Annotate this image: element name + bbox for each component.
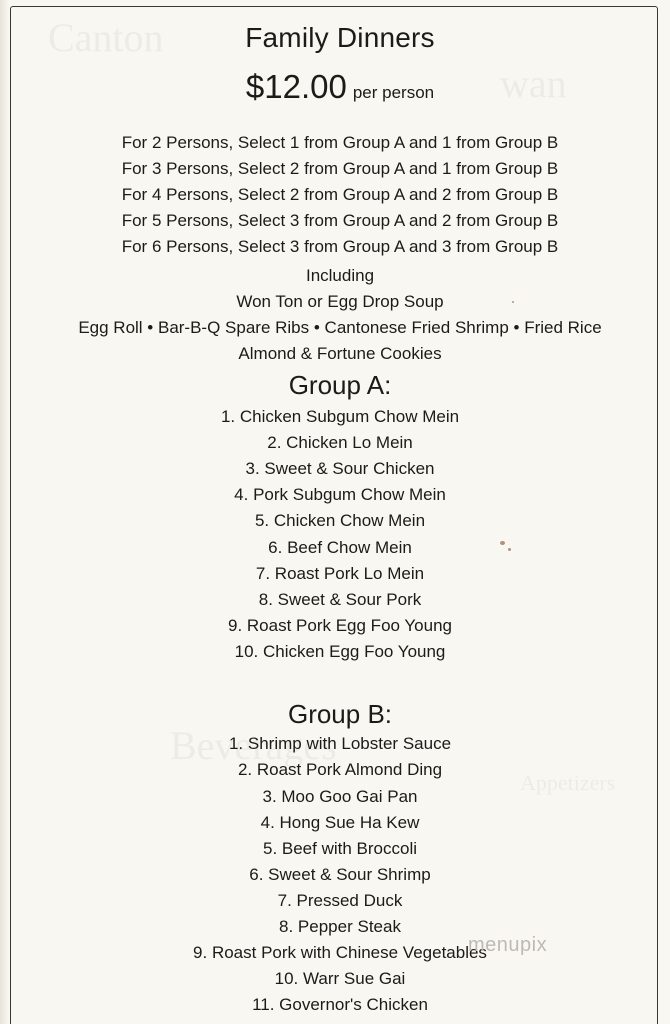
group-b-item: 5. Beef with Broccoli: [262, 839, 417, 858]
selection-rule: For 2 Persons, Select 1 from Group A and 1 from Group B: [121, 133, 559, 152]
including-dessert: Almond & Fortune Cookies: [238, 344, 442, 363]
selection-rule: For 3 Persons, Select 2 from Group A and 1 from Group B: [121, 159, 559, 178]
including-extras: Egg Roll • Bar-B-Q Spare Ribs • Cantonese Fried Shrimp • Fried Rice: [78, 318, 602, 337]
group-b-item: 1. Shrimp with Lobster Sauce: [228, 734, 452, 753]
group-b-item: 4. Hong Sue Ha Kew: [260, 813, 420, 832]
group-a-item: 4. Pork Subgum Chow Mein: [234, 485, 446, 504]
selection-rule: For 4 Persons, Select 2 from Group A and 2 from Group B: [121, 185, 559, 204]
group-a-item: 8. Sweet & Sour Pork: [258, 590, 422, 609]
group-b-item: 10. Warr Sue Gai: [274, 969, 406, 988]
including-soup: Won Ton or Egg Drop Soup: [236, 292, 444, 311]
including-heading: Including: [305, 266, 375, 285]
selection-rule: For 5 Persons, Select 3 from Group A and 2 from Group B: [121, 211, 559, 230]
group-a-heading: Group A:: [288, 370, 392, 400]
group-b-item: 11. Governor's Chicken: [252, 995, 428, 1014]
group-a-item: 6. Beef Chow Mein: [268, 538, 412, 557]
group-b-item: 3. Moo Goo Gai Pan: [262, 787, 418, 806]
group-a-item: 2. Chicken Lo Mein: [267, 433, 413, 452]
group-a-item: 1. Chicken Subgum Chow Mein: [220, 407, 460, 426]
price-unit: per person: [352, 83, 435, 102]
group-a-item: 10. Chicken Egg Foo Young: [234, 642, 446, 661]
group-a-item: 5. Chicken Chow Mein: [254, 511, 426, 530]
group-b-heading: Group B:: [287, 699, 393, 729]
price-line: [0, 64, 670, 117]
selection-rule: For 6 Persons, Select 3 from Group A and 3 from Group B: [121, 237, 559, 256]
page-title: Family Dinners: [245, 22, 435, 53]
group-b-item: 7. Pressed Duck: [277, 891, 403, 910]
group-a-item: 3. Sweet & Sour Chicken: [245, 459, 435, 478]
price-value: $12.00: [245, 68, 347, 105]
group-b-item: 2. Roast Pork Almond Ding: [237, 760, 443, 779]
watermark: menupix: [468, 934, 548, 956]
group-a-item: 7. Roast Pork Lo Mein: [255, 564, 425, 583]
group-a-item: 9. Roast Pork Egg Foo Young: [228, 616, 452, 635]
group-b-item: 9. Roast Pork with Chinese Vegetables: [193, 943, 487, 962]
group-b-item: 8. Pepper Steak: [279, 917, 401, 936]
group-b-item: 6. Sweet & Sour Shrimp: [249, 865, 431, 884]
